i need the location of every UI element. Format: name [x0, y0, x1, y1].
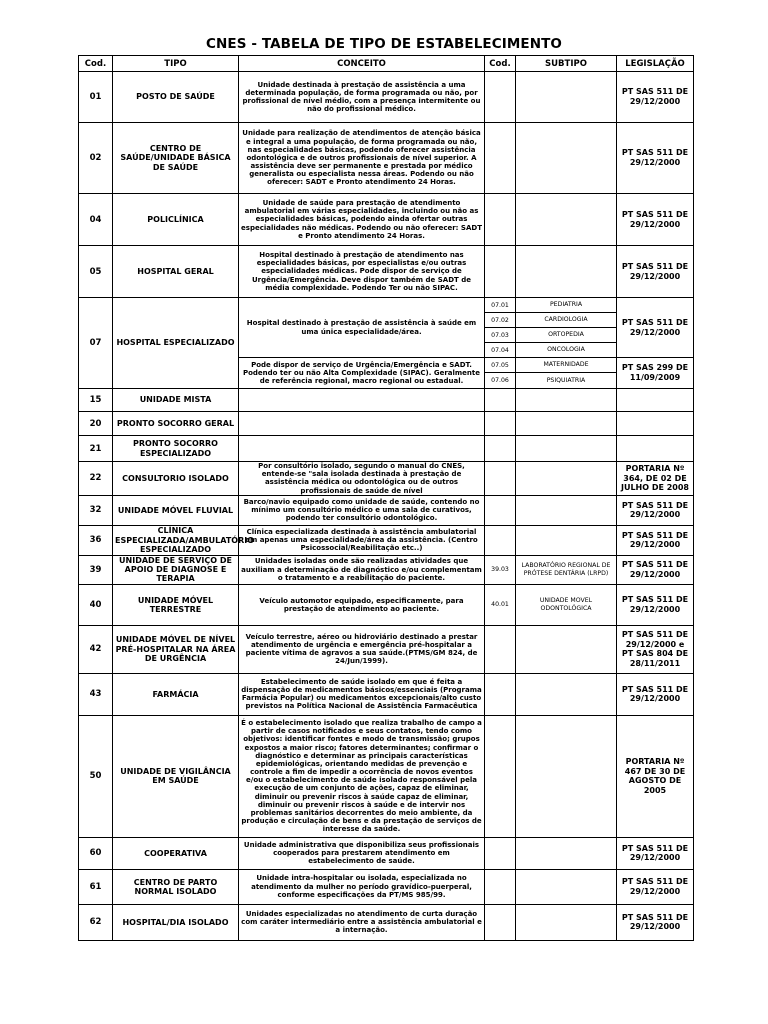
- table-row: [79, 555, 694, 584]
- row-conceito: Por consultório isolado, segundo o manual do CNES, entende-se "sala isolada destinada à prestação de assistência médica ou odontológica ou de outros profissionais de saúde de nível: [239, 462, 485, 496]
- subtipo-name: PSIQUIATRIA: [516, 373, 617, 389]
- row-tipo: UNIDADE MÓVEL TERRESTRE: [113, 584, 239, 625]
- row-legislacao: PT SAS 511 DE 29/12/2000: [617, 72, 694, 123]
- row-subtipo: [516, 904, 617, 940]
- row-tipo: UNIDADE MÓVEL DE NÍVEL PRÉ-HOSPITALAR NA ÁREA DE URGÊNCIA: [113, 625, 239, 673]
- row-subtipo: [516, 246, 617, 298]
- row-sub-cod: [485, 837, 516, 869]
- row-tipo: CLÍNICA ESPECIALIZADA/AMBULATÓRIO ESPECIALIZADO: [113, 525, 239, 555]
- row-cod: 04: [79, 194, 113, 246]
- page-title: CNES - TABELA DE TIPO DE ESTABELECIMENTO: [205, 36, 563, 52]
- row-subtipo: [516, 715, 617, 837]
- row-cod: 42: [79, 625, 113, 673]
- subtipo-cod: 07.01: [485, 298, 516, 313]
- subtipo-name: ORTOPEDIA: [516, 328, 617, 343]
- row-cod: 07: [79, 298, 113, 389]
- subtipo-cod: 07.06: [485, 373, 516, 389]
- row-tipo: HOSPITAL GERAL: [113, 246, 239, 298]
- table-row: [79, 715, 694, 837]
- row-conceito: Unidades isoladas onde são realizadas atividades que auxiliam a determinação de diagnóstico e/ou complementam o tratamento e a reabilitação do paciente.: [239, 555, 485, 584]
- row-tipo: CONSULTORIO ISOLADO: [113, 462, 239, 496]
- row-sub-cod: [485, 869, 516, 904]
- row-tipo: POLICLÍNICA: [113, 194, 239, 246]
- subtipo-name: MATERNIDADE: [516, 358, 617, 373]
- row-sub-cod: [485, 625, 516, 673]
- row-conceito: Estabelecimento de saúde isolado em que é feita a dispensação de medicamentos básicos/essenciais (Programa Farmácia Popular) ou medicamentos excepcionais/alto custo previstos na Política Nacional de Assistência Farmacêutica: [239, 673, 485, 715]
- row-legislacao: [617, 436, 694, 462]
- row-sub-cod: 40.01: [485, 584, 516, 625]
- row-subtipo: [516, 525, 617, 555]
- row-cod: 61: [79, 869, 113, 904]
- row-conceito: Clínica especializada destinada à assistência ambulatorial em apenas uma especialidade/área da assistência. (Centro Psicossocial/Reabilitação etc..): [239, 525, 485, 555]
- row-conceito: Veículo terrestre, aéreo ou hidroviário destinado a prestar atendimento de urgência e emergência pré-hospitalar a paciente vítima de agravos a sua saúde.(PTMS/GM 824, de 24/Jun/1999).: [239, 625, 485, 673]
- row-sub-cod: [485, 673, 516, 715]
- row-cod: 01: [79, 72, 113, 123]
- row-conceito: Pode dispor de serviço de Urgência/Emergência e SADT. Podendo ter ou não Alta Complexidade (SIPAC). Geralmente de referência regional, macro regional ou estadual.: [239, 358, 485, 389]
- row-cod: 62: [79, 904, 113, 940]
- row-cod: 60: [79, 837, 113, 869]
- row-legislacao: PT SAS 511 DE 29/12/2000: [617, 123, 694, 194]
- row-cod: 40: [79, 584, 113, 625]
- table-row: [79, 389, 694, 412]
- table-row: [79, 246, 694, 298]
- row-conceito: Hospital destinado à prestação de assistência à saúde em uma única especialidade/área.: [239, 298, 485, 358]
- row-cod: 36: [79, 525, 113, 555]
- row-subtipo: [516, 436, 617, 462]
- row-cod: 43: [79, 673, 113, 715]
- row-tipo: CENTRO DE SAÚDE/UNIDADE BÁSICA DE SAÚDE: [113, 123, 239, 194]
- row-subtipo: [516, 194, 617, 246]
- subtipo-name: CARDIOLOGIA: [516, 313, 617, 328]
- row-cod: 02: [79, 123, 113, 194]
- row-cod: 50: [79, 715, 113, 837]
- row-subtipo: [516, 837, 617, 869]
- row-tipo: PRONTO SOCORRO ESPECIALIZADO: [113, 436, 239, 462]
- header-cod: Cod.: [79, 56, 113, 72]
- table-row: [79, 495, 694, 525]
- table-row: [79, 904, 694, 940]
- row-tipo: UNIDADE DE SERVIÇO DE APOIO DE DIAGNOSE E TERAPIA: [113, 555, 239, 584]
- row-conceito: Unidade destinada à prestação de assistência a uma determinada população, de forma programada ou não, por profissional de nível médio, com a presença intermitente ou não do profissional médico.: [239, 72, 485, 123]
- row-tipo: FARMÁCIA: [113, 673, 239, 715]
- row-cod: 15: [79, 389, 113, 412]
- subtipo-cod: 07.04: [485, 343, 516, 358]
- row-tipo: UNIDADE DE VIGILÂNCIA EM SAÚDE: [113, 715, 239, 837]
- row-conceito: Unidades especializadas no atendimento de curta duração com caráter intermediário entre a assistência ambulatorial e a internação.: [239, 904, 485, 940]
- row-cod: 20: [79, 412, 113, 436]
- header-sub-cod: Cod.: [485, 56, 516, 72]
- row-sub-cod: [485, 412, 516, 436]
- row-subtipo: LABORATÓRIO REGIONAL DE PRÓTESE DENTÁRIA (LRPD): [516, 555, 617, 584]
- header-tipo: TIPO: [113, 56, 239, 72]
- row-subtipo: UNIDADE MOVEL ODONTOLÓGICA: [516, 584, 617, 625]
- row-conceito: [239, 412, 485, 436]
- table-row: [79, 298, 694, 313]
- row-legislacao: PT SAS 511 DE 29/12/2000: [617, 246, 694, 298]
- subtipo-name: ONCOLOGIA: [516, 343, 617, 358]
- row-cod: 21: [79, 436, 113, 462]
- table-row: [79, 673, 694, 715]
- table-row: [79, 194, 694, 246]
- table-row: [79, 123, 694, 194]
- row-cod: 32: [79, 495, 113, 525]
- subtipo-cod: 07.05: [485, 358, 516, 373]
- table-row: [79, 72, 694, 123]
- row-legislacao: PT SAS 511 DE 29/12/2000: [617, 525, 694, 555]
- row-legislacao: PT SAS 299 DE 11/09/2009: [617, 358, 694, 389]
- table-row: [79, 584, 694, 625]
- row-legislacao: PT SAS 511 DE 29/12/2000: [617, 194, 694, 246]
- row-conceito: Unidade intra-hospitalar ou isolada, especializada no atendimento da mulher no período gravídico-puerperal, conforme especificações da PT/MS 985/99.: [239, 869, 485, 904]
- row-sub-cod: [485, 462, 516, 496]
- subtipo-cod: 07.02: [485, 313, 516, 328]
- row-tipo: UNIDADE MÓVEL FLUVIAL: [113, 495, 239, 525]
- row-sub-cod: [485, 715, 516, 837]
- row-subtipo: [516, 495, 617, 525]
- row-conceito: [239, 436, 485, 462]
- row-sub-cod: [485, 495, 516, 525]
- row-sub-cod: [485, 436, 516, 462]
- row-subtipo: [516, 869, 617, 904]
- subtipo-name: PEDIATRIA: [516, 298, 617, 313]
- row-subtipo: [516, 462, 617, 496]
- table-row: [79, 869, 694, 904]
- header-legislacao: LEGISLAÇÃO: [617, 56, 694, 72]
- row-legislacao: PT SAS 511 DE 29/12/2000: [617, 555, 694, 584]
- row-sub-cod: [485, 246, 516, 298]
- row-subtipo: [516, 389, 617, 412]
- subtipo-cod: 07.03: [485, 328, 516, 343]
- table-row: [79, 436, 694, 462]
- row-tipo: HOSPITAL/DIA ISOLADO: [113, 904, 239, 940]
- row-sub-cod: [485, 194, 516, 246]
- row-conceito: Unidade administrativa que disponibiliza seus profissionais cooperados para prestarem atendimento em estabelecimento de saúde.: [239, 837, 485, 869]
- row-tipo: UNIDADE MISTA: [113, 389, 239, 412]
- row-cod: 22: [79, 462, 113, 496]
- row-conceito: [239, 389, 485, 412]
- row-subtipo: [516, 72, 617, 123]
- row-tipo: CENTRO DE PARTO NORMAL ISOLADO: [113, 869, 239, 904]
- row-legislacao: PORTARIA Nº 364, DE 02 DE JULHO DE 2008: [617, 462, 694, 496]
- row-legislacao: PT SAS 511 DE 29/12/2000: [617, 298, 694, 358]
- row-conceito: É o estabelecimento isolado que realiza trabalho de campo a partir de casos notificados e seus contatos, tendo como objetivos: identificar fontes e modo de transmissão; grupos expostos a maior risco; fatores determinantes; confirmar o diagnóstico e determinar as principais características epidemiológicas, orientando medidas de prevenção e controle a fim de impedir a ocorrência de novos eventos e/ou o estabelecimento de saúde isolado responsável pela execução de um conjunto de ações, capaz de eliminar, diminuir ou prevenir riscos à saúde capaz de eliminar, diminuir ou prevenir riscos à saúde e de intervir nos problemas sanitários decorrentes do meio ambiente, da produção e circulação de bens e da prestação de serviços de interesse da saúde.: [239, 715, 485, 837]
- row-tipo: PRONTO SOCORRO GERAL: [113, 412, 239, 436]
- row-legislacao: PT SAS 511 DE 29/12/2000: [617, 673, 694, 715]
- row-sub-cod: 39.03: [485, 555, 516, 584]
- table-row: [79, 625, 694, 673]
- row-tipo: POSTO DE SAÚDE: [113, 72, 239, 123]
- row-legislacao: PT SAS 511 DE 29/12/2000: [617, 904, 694, 940]
- row-legislacao: [617, 412, 694, 436]
- table-row: [79, 462, 694, 496]
- row-legislacao: PT SAS 511 DE 29/12/2000 e PT SAS 804 DE 28/11/2011: [617, 625, 694, 673]
- table-row: [79, 837, 694, 869]
- row-conceito: Unidade de saúde para prestação de atendimento ambulatorial em várias especialidades, incluindo ou não as especialidades básicas, podendo ainda ofertar outras especialidades não médicas. Podendo ou não oferecer: SADT e Pronto atendimento 24 Horas.: [239, 194, 485, 246]
- header-subtipo: SUBTIPO: [516, 56, 617, 72]
- row-cod: 39: [79, 555, 113, 584]
- row-subtipo: [516, 625, 617, 673]
- row-sub-cod: [485, 123, 516, 194]
- row-legislacao: PORTARIA Nº 467 DE 30 DE AGOSTO DE 2005: [617, 715, 694, 837]
- row-sub-cod: [485, 72, 516, 123]
- row-cod: 05: [79, 246, 113, 298]
- header-conceito: CONCEITO: [239, 56, 485, 72]
- row-legislacao: PT SAS 511 DE 29/12/2000: [617, 837, 694, 869]
- row-conceito: Hospital destinado à prestação de atendimento nas especialidades básicas, por especialistas e/ou outras especialidades médicas. Pode dispor de serviço de Urgência/Emergência. Deve dispor também de SADT de média complexidade. Podendo Ter ou não SIPAC.: [239, 246, 485, 298]
- row-conceito: Barco/navio equipado como unidade de saúde, contendo no mínimo um consultório médico e uma sala de curativos, podendo ter consultório odontológico.: [239, 495, 485, 525]
- row-legislacao: PT SAS 511 DE 29/12/2000: [617, 869, 694, 904]
- row-subtipo: [516, 673, 617, 715]
- table-row: [79, 412, 694, 436]
- row-tipo: HOSPITAL ESPECIALIZADO: [113, 298, 239, 389]
- row-legislacao: PT SAS 511 DE 29/12/2000: [617, 495, 694, 525]
- table-row: [79, 525, 694, 555]
- row-conceito: Veículo automotor equipado, especificamente, para prestação de atendimento ao paciente.: [239, 584, 485, 625]
- row-legislacao: [617, 389, 694, 412]
- establishment-type-table: [78, 55, 694, 941]
- row-subtipo: [516, 123, 617, 194]
- row-sub-cod: [485, 389, 516, 412]
- row-legislacao: PT SAS 511 DE 29/12/2000: [617, 584, 694, 625]
- row-sub-cod: [485, 525, 516, 555]
- row-sub-cod: [485, 904, 516, 940]
- row-conceito: Unidade para realização de atendimentos de atenção básica e integral a uma população, de forma programada ou não, nas especialidades básicas, podendo oferecer assistência odontológica e de outros profissionais de nível superior. A assistência deve ser permanente e prestada por médico generalista ou especialista nessa áreas. Podendo ou não oferecer: SADT e Pronto atendimento 24 Horas.: [239, 123, 485, 194]
- row-tipo: COOPERATIVA: [113, 837, 239, 869]
- row-subtipo: [516, 412, 617, 436]
- table-header-row: [79, 56, 694, 72]
